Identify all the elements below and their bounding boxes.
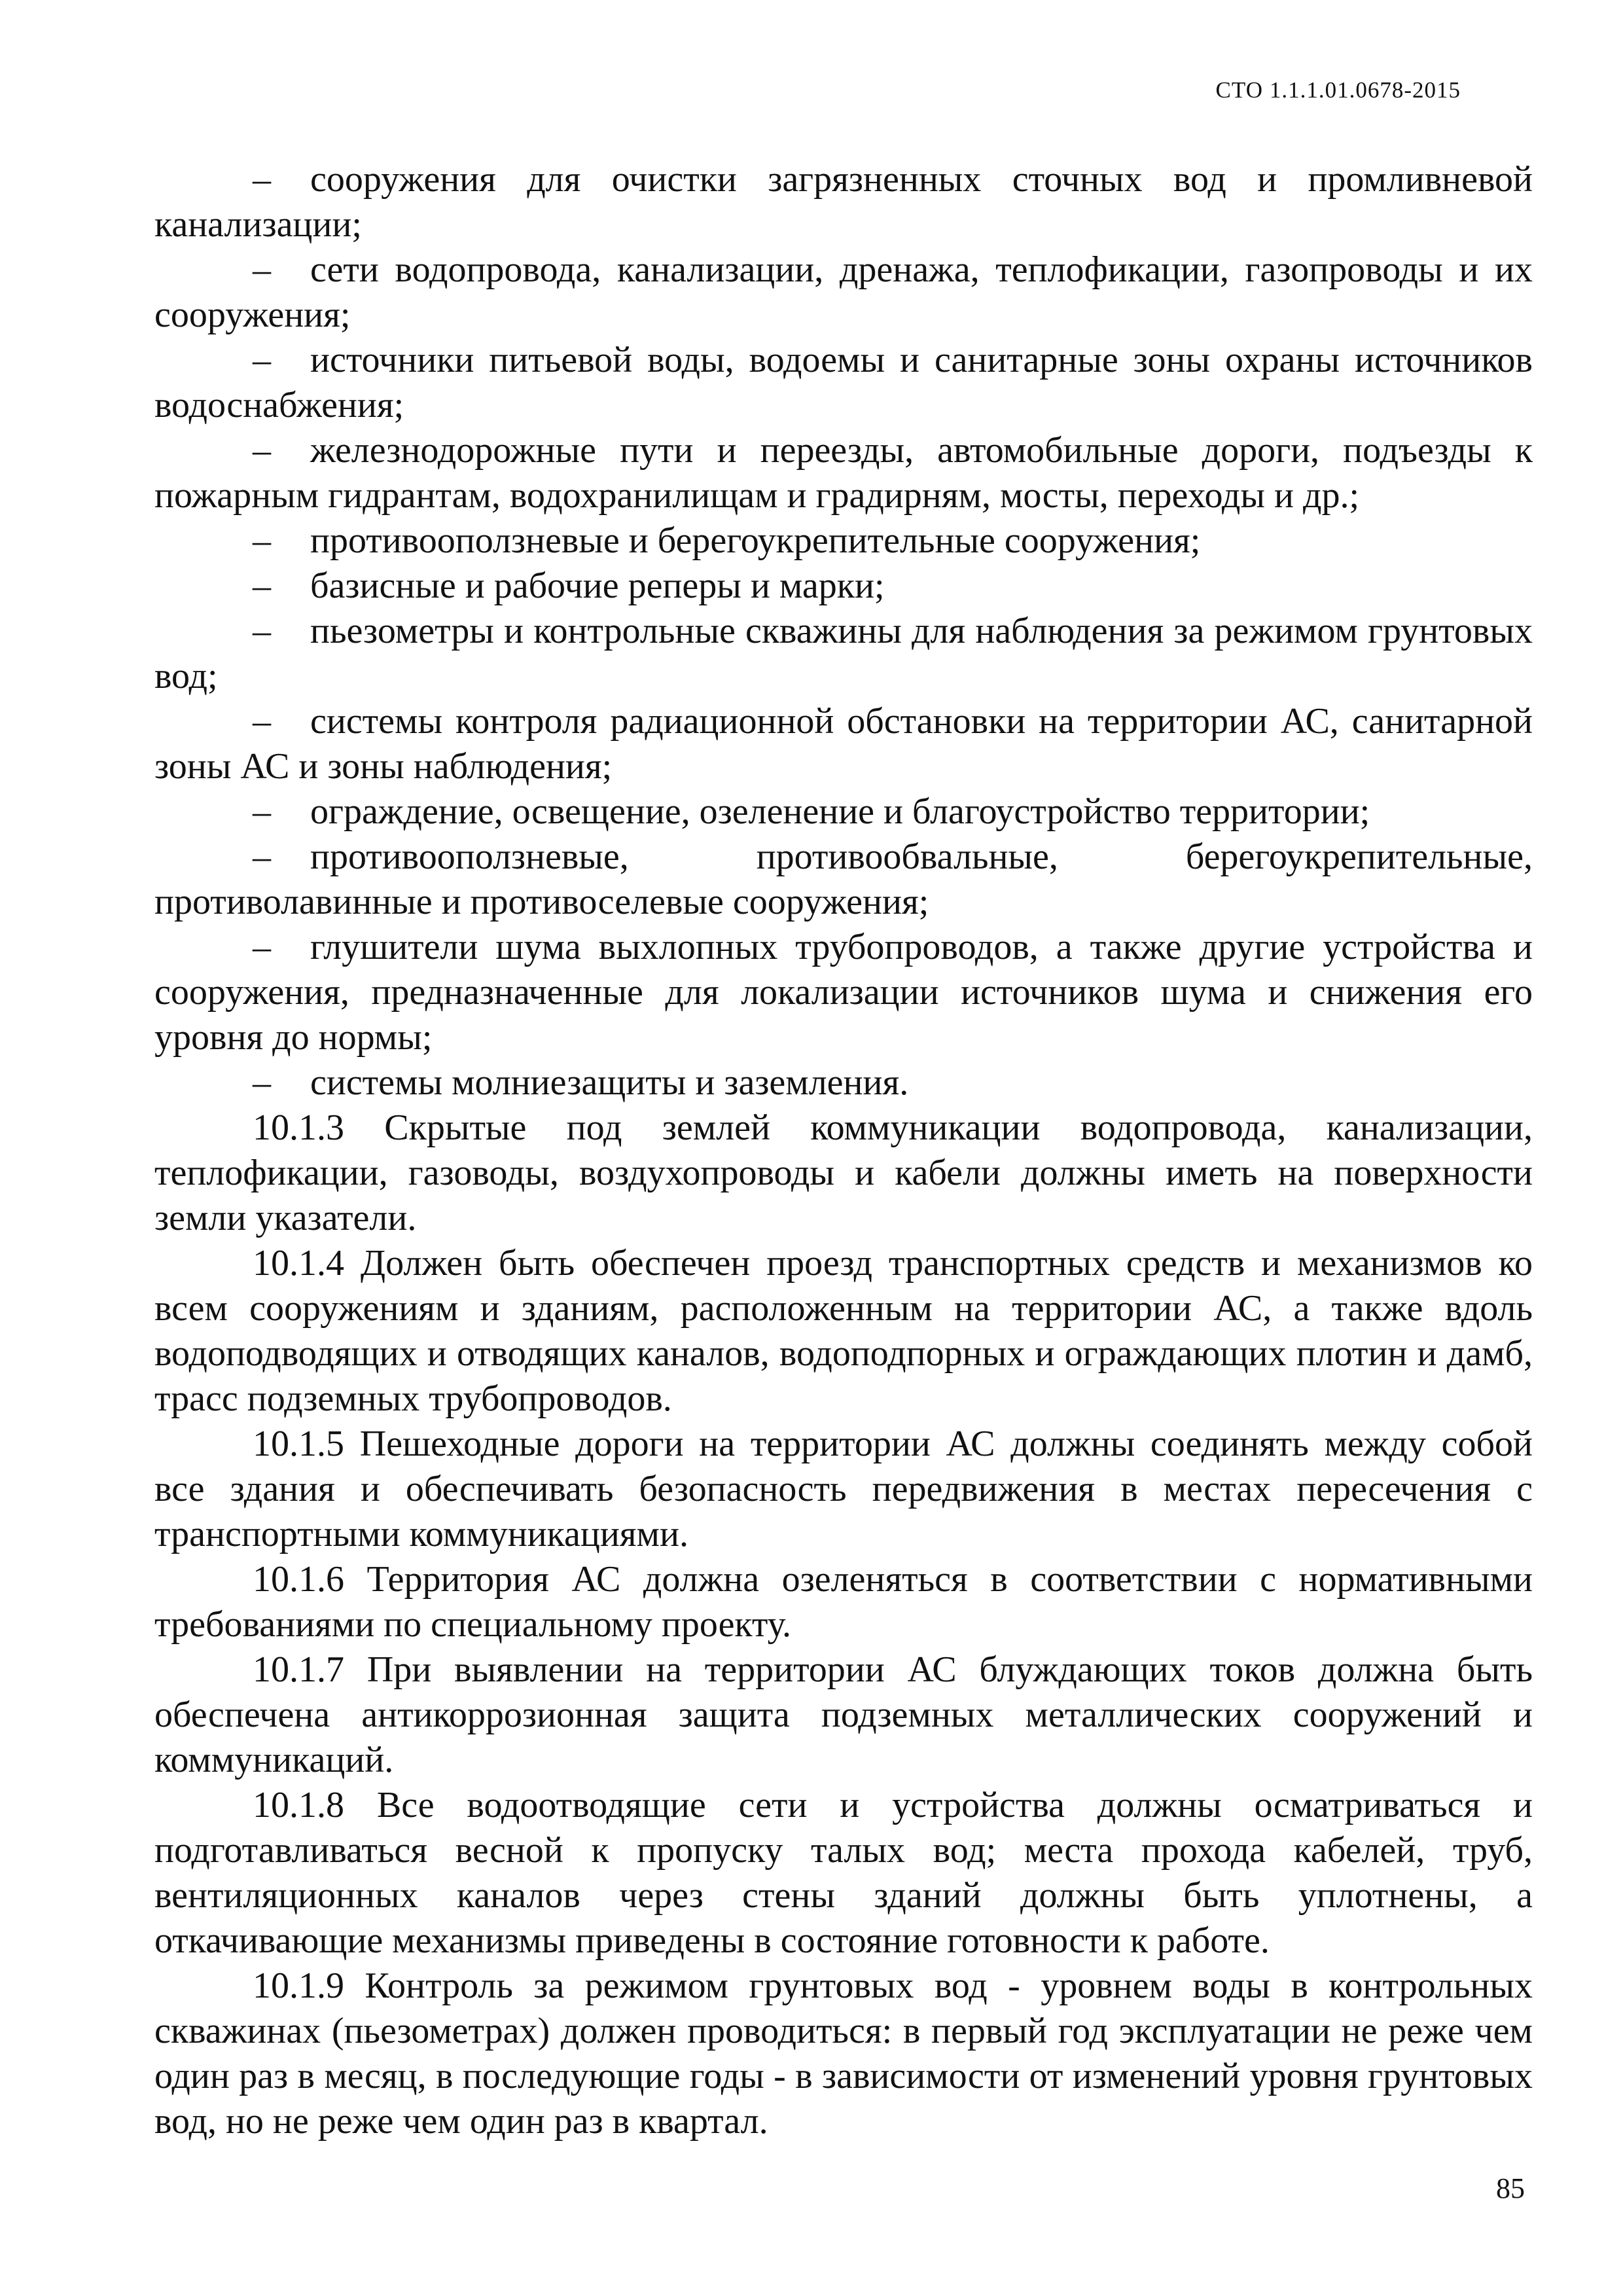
clause-number: 10.1.6 bbox=[253, 1559, 344, 1600]
dash-marker: – bbox=[253, 430, 271, 471]
dash-marker: – bbox=[253, 159, 271, 200]
clause-10-1-4 bbox=[154, 1241, 1533, 1422]
list-item bbox=[154, 834, 1533, 925]
list-item bbox=[154, 338, 1533, 428]
document-code: СТО 1.1.1.01.0678-2015 bbox=[1215, 77, 1461, 103]
list-item-text: противооползневые и берегоукрепительные сооружения; bbox=[310, 520, 1201, 561]
clause-10-1-6 bbox=[154, 1557, 1533, 1647]
page-number: 85 bbox=[1496, 2172, 1525, 2204]
clause-number: 10.1.3 bbox=[253, 1107, 344, 1148]
clause-10-1-3 bbox=[154, 1105, 1533, 1241]
list-item-text: железнодорожные пути и переезды, автомобильные дороги, подъезды к пожарным гидрантам, водохранилищам и градирням, мосты, переходы и др.; bbox=[154, 430, 1533, 516]
dash-marker: – bbox=[253, 1062, 271, 1103]
clause-text: Контроль за режимом грунтовых вод - уровнем воды в контрольных скважинах (пьезометрах) должен проводиться: в первый год эксплуатации не реже чем один раз в месяц, в последующие годы - в зависимости от изменений уровня грунтовых вод, но не реже чем один раз в квартал. bbox=[154, 1965, 1533, 2142]
clause-10-1-8 bbox=[154, 1783, 1533, 1964]
clause-number: 10.1.8 bbox=[253, 1785, 344, 1825]
list-item bbox=[154, 247, 1533, 338]
dash-marker: – bbox=[253, 565, 271, 606]
list-item-text: ограждение, освещение, озеленение и благоустройство территории; bbox=[310, 791, 1370, 832]
clause-text: Скрытые под землей коммуникации водопровода, канализации, теплофикации, газоводы, воздухопроводы и кабели должны иметь на поверхности земли указатели. bbox=[154, 1107, 1533, 1238]
list-item-text: противооползневые, противообвальные, берегоукрепительные, противолавинные и противоселевые сооружения; bbox=[154, 836, 1533, 922]
clause-10-1-7 bbox=[154, 1647, 1533, 1783]
clause-number: 10.1.9 bbox=[253, 1965, 344, 2006]
list-item-text: глушители шума выхлопных трубопроводов, а также другие устройства и сооружения, предназначенные для локализации источников шума и снижения его уровня до нормы; bbox=[154, 927, 1533, 1058]
document-body bbox=[154, 157, 1533, 2144]
dash-marker: – bbox=[253, 520, 271, 561]
clause-number: 10.1.7 bbox=[253, 1649, 344, 1690]
dash-marker: – bbox=[253, 249, 271, 290]
list-item bbox=[154, 428, 1533, 518]
list-item-text: источники питьевой воды, водоемы и санитарные зоны охраны источников водоснабжения; bbox=[154, 340, 1533, 425]
dash-marker: – bbox=[253, 701, 271, 742]
list-item-text: системы молниезащиты и заземления. bbox=[310, 1062, 909, 1103]
dash-marker: – bbox=[253, 611, 271, 651]
list-item-text: сооружения для очистки загрязненных сточных вод и промливневой канализации; bbox=[154, 159, 1533, 245]
dash-marker: – bbox=[253, 791, 271, 832]
clause-10-1-9 bbox=[154, 1964, 1533, 2144]
list-item bbox=[154, 609, 1533, 699]
clause-text: Все водоотводящие сети и устройства должны осматриваться и подготавливаться весной к пропуску талых вод; места прохода кабелей, труб, вентиляционных каналов через стены зданий должны быть уплотнены, а откачивающие механизмы приведены в состояние готовности к работе. bbox=[154, 1785, 1533, 1961]
clause-text: При выявлении на территории АС блуждающих токов должна быть обеспечена антикоррозионная защита подземных металлических сооружений и коммуникаций. bbox=[154, 1649, 1533, 1780]
list-item-text: системы контроля радиационной обстановки на территории АС, санитарной зоны АС и зоны наблюдения; bbox=[154, 701, 1533, 787]
list-item-text: сети водопровода, канализации, дренажа, теплофикации, газопроводы и их сооружения; bbox=[154, 249, 1533, 335]
list-item bbox=[154, 925, 1533, 1060]
list-item bbox=[154, 157, 1533, 247]
dash-marker: – bbox=[253, 836, 271, 877]
dash-marker: – bbox=[253, 927, 271, 967]
list-item-text: пьезометры и контрольные скважины для наблюдения за режимом грунтовых вод; bbox=[154, 611, 1533, 696]
clause-10-1-5 bbox=[154, 1422, 1533, 1557]
clause-text: Должен быть обеспечен проезд транспортных средств и механизмов ко всем сооружениям и зданиям, расположенным на территории АС, а также вдоль водоподводящих и отводящих каналов, водоподпорных и ограждающих плотин и дамб, трасс подземных трубопроводов. bbox=[154, 1243, 1533, 1419]
list-item bbox=[154, 518, 1533, 564]
clause-text: Пешеходные дороги на территории АС должны соединять между собой все здания и обеспечивать безопасность передвижения в местах пересечения с транспортными коммуникациями. bbox=[154, 1424, 1533, 1554]
list-item bbox=[154, 1060, 1533, 1105]
list-item-text: базисные и рабочие реперы и марки; bbox=[310, 565, 885, 606]
clause-number: 10.1.5 bbox=[253, 1424, 344, 1464]
list-item bbox=[154, 699, 1533, 789]
clause-number: 10.1.4 bbox=[253, 1243, 344, 1283]
list-item bbox=[154, 564, 1533, 609]
clause-text: Территория АС должна озеленяться в соответствии с нормативными требованиями по специальному проекту. bbox=[154, 1559, 1533, 1645]
list-item bbox=[154, 789, 1533, 834]
dash-marker: – bbox=[253, 340, 271, 380]
